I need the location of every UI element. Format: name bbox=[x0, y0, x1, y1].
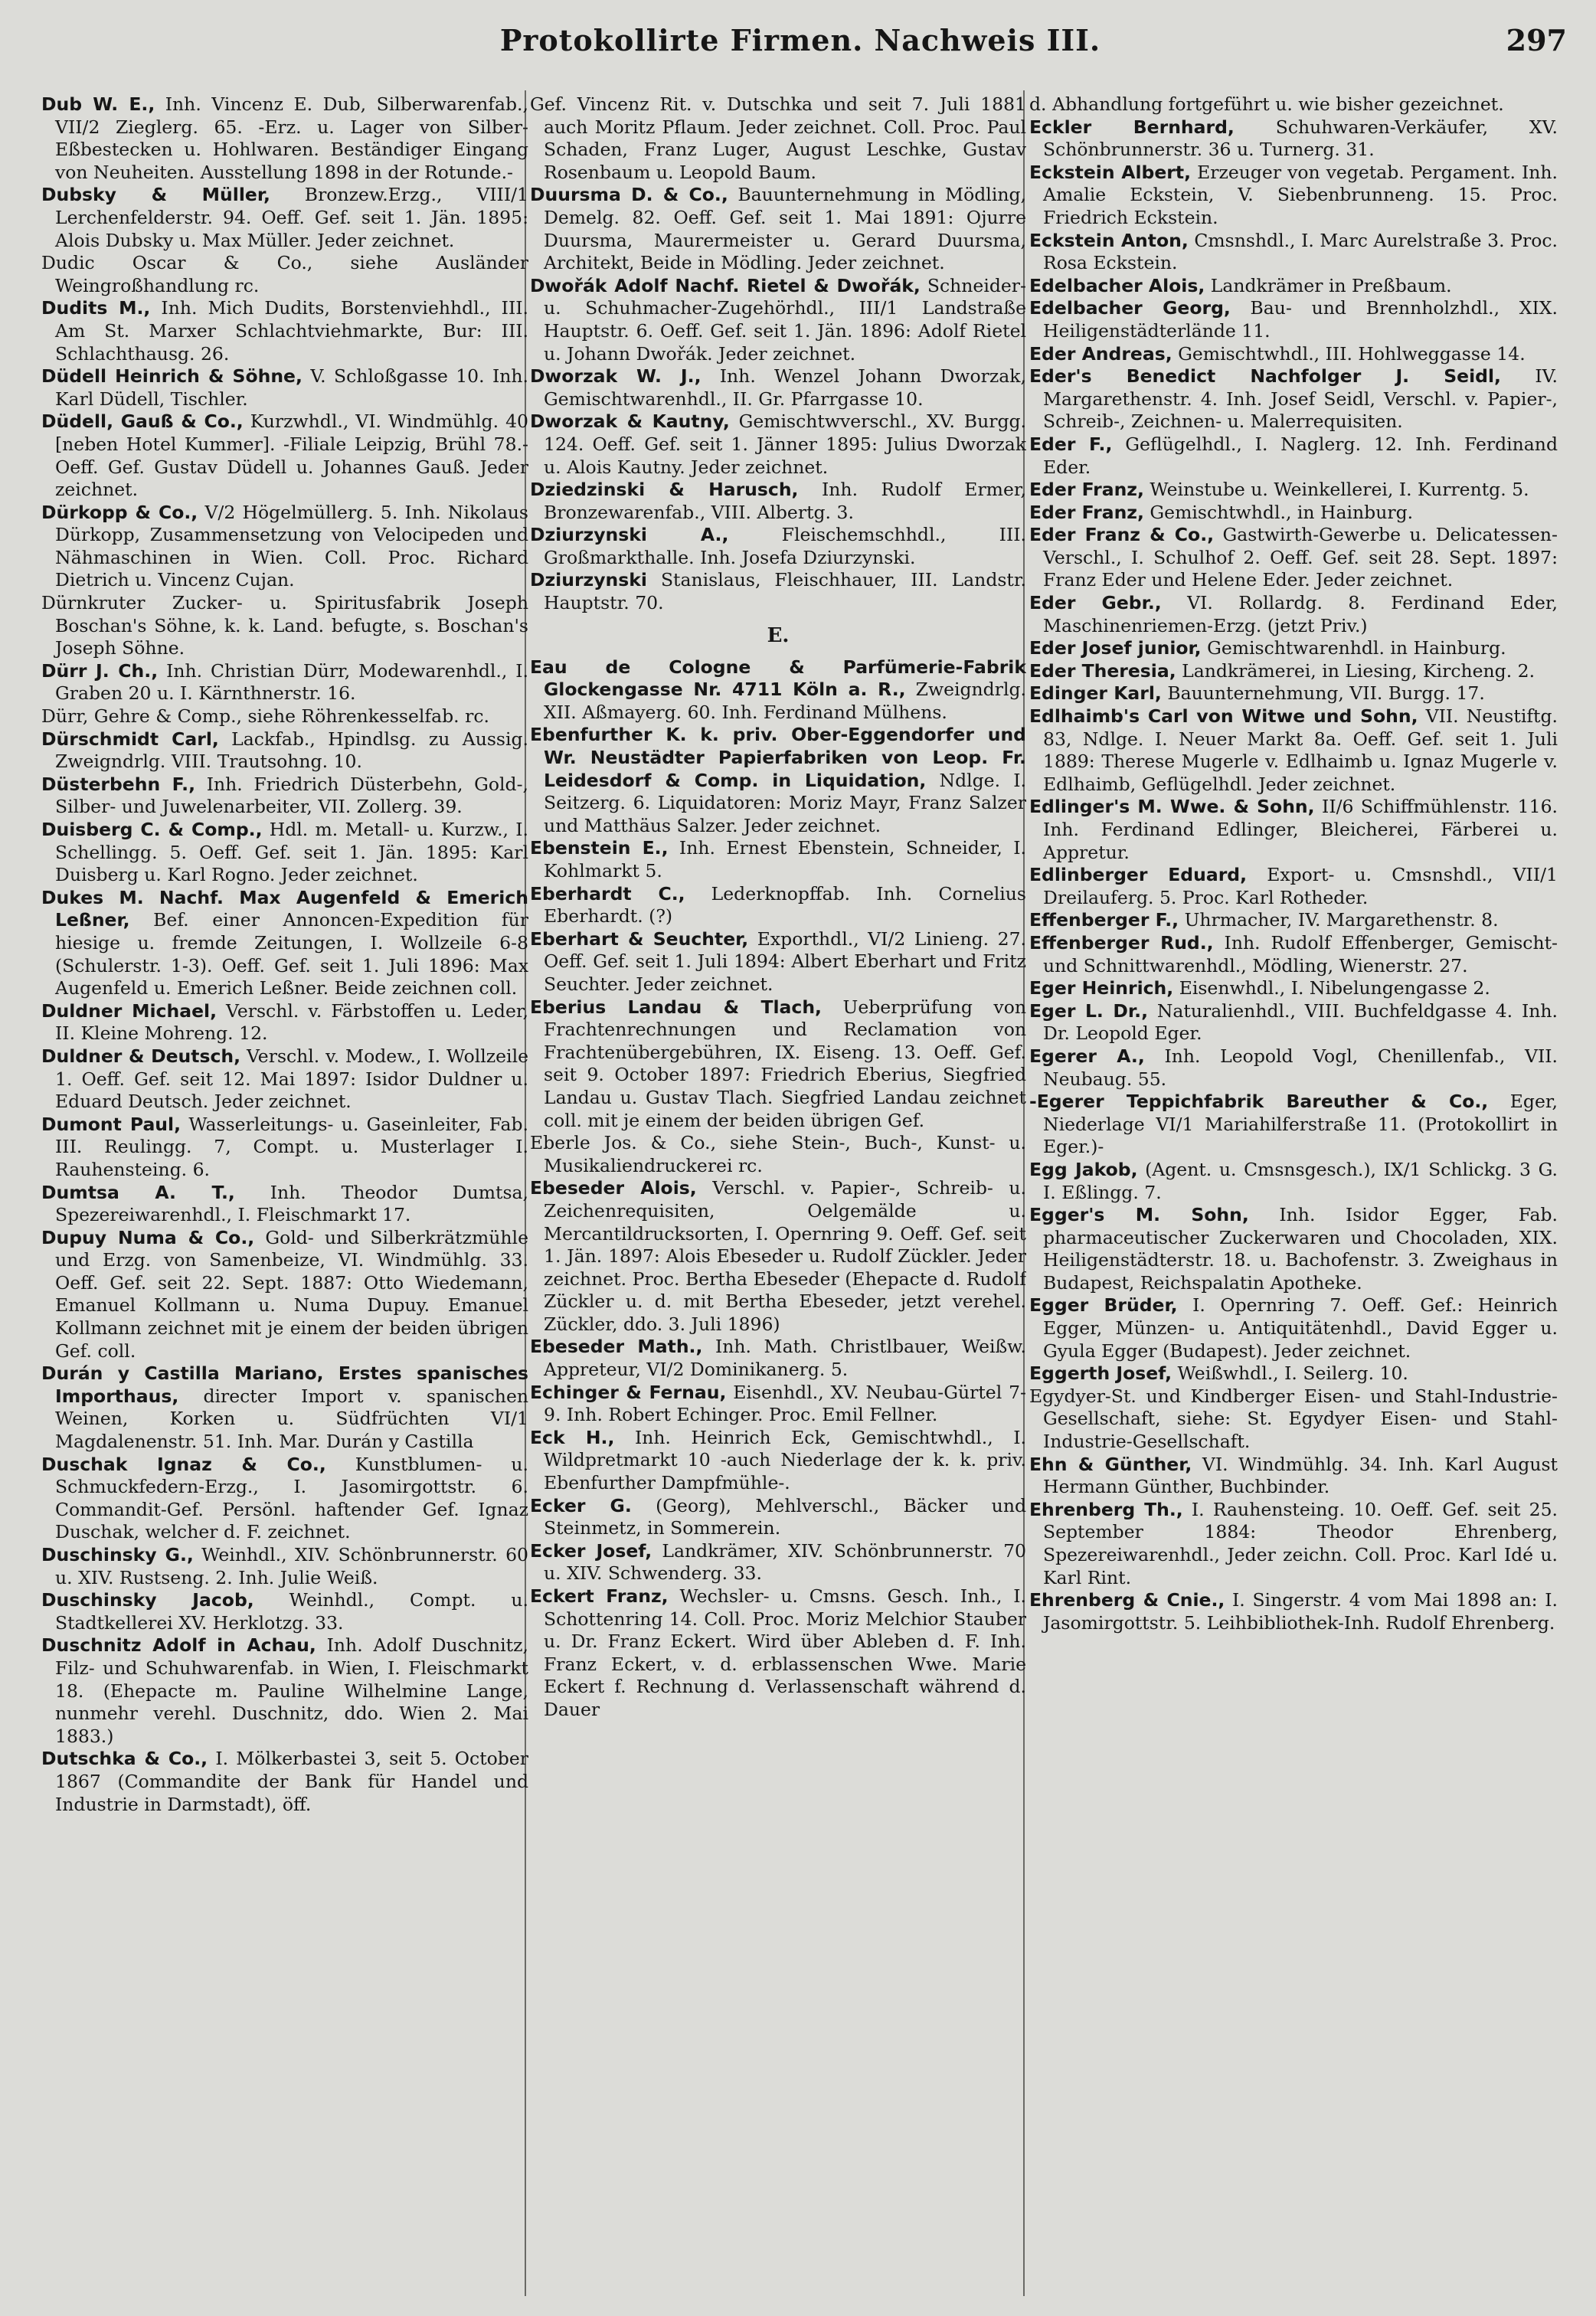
entry-text: Landkrämer, XIV. Schönbrunnerstr. 70 u. XIV. Schwenderg. 33. bbox=[544, 1539, 1026, 1585]
entry-text: Eberle Jos. & Co., siehe Stein-, Buch-, Kunst- u. Musikaliendruckerei rc. bbox=[530, 1132, 1026, 1176]
entry-text: IV. Margarethenstr. 4. Inh. Josef Seidl, Verschl. v. Papier-, Schreib-, Zeichnen- u. Malerrequisiten. bbox=[1043, 365, 1558, 433]
entry-text: Geflügelhdl., I. Naglerg. 12. Inh. Ferdinand Eder. bbox=[1043, 433, 1558, 478]
directory-entry bbox=[530, 1495, 1026, 1540]
directory-entry bbox=[1029, 682, 1558, 705]
firm-name: Dwořák Adolf Nachf. Rietel & Dwořák, bbox=[530, 274, 921, 296]
firm-name: Eder Gebr., bbox=[1029, 592, 1162, 614]
directory-entry bbox=[1029, 796, 1558, 864]
directory-entry bbox=[41, 660, 528, 705]
entry-text: V. Schloßgasse 10. Inh. Karl Düdell, Tischler. bbox=[55, 365, 528, 410]
entry-text: Schneider- u. Schuhmacher-Zugehörhdl., III/1 Landstraße Hauptstr. 6. Oeff. Gef. seit 1. Jän. 1896: Adolf Rietel u. Johann Dwořák. Jeder zeichnet. bbox=[544, 274, 1026, 365]
directory-entry bbox=[530, 411, 1026, 479]
firm-name: Eckstein Anton, bbox=[1029, 229, 1189, 251]
column-2 bbox=[530, 93, 1026, 2299]
firm-name: Eder Josef junior, bbox=[1029, 637, 1202, 659]
entry-text: Bronzew.Erzg., VIII/1 Lerchenfelderstr. 94. Oeff. Gef. seit 1. Jän. 1895: Alois Dubsky u. Max Müller. Jeder zeichnet. bbox=[55, 184, 528, 251]
firm-name: Dürschmidt Carl, bbox=[41, 728, 219, 750]
directory-entry bbox=[1029, 524, 1558, 592]
directory-entry bbox=[530, 996, 1026, 1133]
firm-name: Echinger & Fernau, bbox=[530, 1381, 727, 1403]
entry-text: V/2 Högelmüllerg. 5. Inh. Nikolaus Dürkopp, Zusammensetzung von Velocipeden und Nähmaschinen in Wien. Coll. Proc. Richard Dietrich u. Vincenz Cujan. bbox=[55, 501, 528, 591]
firm-name: Düdell Heinrich & Söhne, bbox=[41, 365, 303, 388]
entry-text: Inh. Wenzel Johann Dworzak, Gemischtwarenhdl., II. Gr. Pfarrgasse 10. bbox=[544, 365, 1026, 410]
entry-text: Inh. Mich Dudits, Borstenviehhdl., III. Am St. Marxer Schlachtviehmarkte, Bur: III. Schlachthausg. 26. bbox=[55, 297, 528, 365]
firm-name: Düsterbehn F., bbox=[41, 773, 196, 795]
firm-name: Eder F., bbox=[1029, 433, 1113, 455]
entry-text: Weinhdl., XIV. Schönbrunnerstr. 60 u. XIV. Rustseng. 2. Inh. Julie Weiß. bbox=[55, 1544, 528, 1588]
entry-text: Bef. einer Annoncen-Expedition für hiesige u. fremde Zeitungen, I. Wollzeile 6-8 (Schulerstr. 1-3). Oeff. Gef. seit 1. Juli 1896: Max Augenfeld u. Emerich Leßner. Beide zeichnen coll. bbox=[55, 909, 528, 999]
entry-text: Inh. Adolf Duschnitz, Filz- und Schuhwarenfab. in Wien, I. Fleischmarkt 18. (Ehepacte m. Pauline Wilhelmine Lange, nunmehr verehl. Duschnitz, ddo. Wien 2. Mai 1883.) bbox=[55, 1634, 528, 1747]
directory-entry bbox=[41, 705, 528, 728]
firm-name: Duldner & Deutsch, bbox=[41, 1045, 241, 1067]
firm-name: Eberhardt C., bbox=[530, 882, 685, 904]
entry-text: Hdl. m. Metall- u. Kurzw., I. Schellingg. 5. Oeff. Gef. seit 1. Jän. 1895: Karl Duisberg u. Karl Rogno. Jeder zeichnet. bbox=[55, 819, 528, 886]
directory-entry bbox=[41, 252, 528, 297]
entry-text: Lederknopffab. Inh. Cornelius Eberhardt. (?) bbox=[544, 882, 1026, 927]
directory-entry bbox=[530, 656, 1026, 725]
entry-text: Inh. Friedrich Düsterbehn, Gold-, Silber- und Juwelenarbeiter, VII. Zollerg. 39. bbox=[55, 773, 528, 818]
entry-text: (Agent. u. Cmsnsgesch.), IX/1 Schlickg. 3 G. I. Eßlingg. 7. bbox=[1043, 1158, 1558, 1203]
firm-name: Edlinberger Eduard, bbox=[1029, 864, 1248, 886]
directory-entry bbox=[1029, 93, 1558, 116]
firm-name: Ecker G. bbox=[530, 1494, 632, 1516]
firm-name: Edlhaimb's Carl von Witwe und Sohn, bbox=[1029, 705, 1418, 728]
firm-name: Duisberg C. & Comp., bbox=[41, 819, 263, 840]
firm-name: Dworzak & Kautny, bbox=[530, 411, 730, 433]
entry-text: Bauunternehmung in Mödling, Demelg. 82. Oeff. Gef. seit 1. Mai 1891: Ojurre Duursma, Maurermeister u. Gerard Duursma, Architekt, Beide in Mödling. Jeder zeichnet. bbox=[544, 184, 1026, 274]
directory-entry bbox=[41, 1454, 528, 1544]
directory-entry bbox=[1029, 864, 1558, 909]
firm-name: Duldner Michael, bbox=[41, 999, 217, 1022]
entry-text: Weißwhdl., I. Seilerg. 10. bbox=[1177, 1362, 1408, 1385]
entry-text: d. Abhandlung fortgeführt u. wie bisher gezeichnet. bbox=[1029, 93, 1504, 115]
running-head: Protokollirte Firmen. Nachweis III. bbox=[499, 23, 1101, 57]
directory-entry bbox=[530, 524, 1026, 569]
firm-name: Effenberger Rud., bbox=[1029, 931, 1214, 954]
firm-name: Ecker Josef, bbox=[530, 1539, 652, 1562]
entry-text: Ndlge. I. Seitzerg. 6. Liquidatoren: Moriz Mayr, Franz Salzer und Matthäus Salzer. Jeder zeichnet. bbox=[544, 769, 1026, 836]
entry-text: Gemischtwarenhdl. in Hainburg. bbox=[1207, 637, 1506, 659]
firm-name: Dumtsa A. T., bbox=[41, 1181, 235, 1203]
directory-entry bbox=[41, 1182, 528, 1227]
directory-entry bbox=[530, 1427, 1026, 1495]
firm-name: Duschinsky Jacob, bbox=[41, 1589, 254, 1611]
firm-name: Edelbacher Alois, bbox=[1029, 274, 1205, 296]
firm-name: Dutschka & Co., bbox=[41, 1748, 208, 1770]
firm-name: Dupuy Numa & Co., bbox=[41, 1226, 255, 1248]
firm-name: Eckstein Albert, bbox=[1029, 161, 1192, 183]
firm-name: Dworzak W. J., bbox=[530, 365, 702, 388]
firm-name: Egerer A., bbox=[1029, 1045, 1145, 1067]
firm-name: Eder Andreas, bbox=[1029, 342, 1172, 365]
entry-text: Dudic Oscar & Co., siehe Ausländer Weingroßhandlung rc. bbox=[41, 252, 528, 296]
firm-name: Düdell, Gauß & Co., bbox=[41, 411, 244, 433]
entry-text: Erzeuger von vegetab. Pergament. Inh. Amalie Eckstein, V. Siebenbrunneng. 15. Proc. Friedrich Eckstein. bbox=[1043, 161, 1558, 228]
firm-name: Egg Jakob, bbox=[1029, 1158, 1138, 1180]
entry-text: I. Rauhensteing. 10. Oeff. Gef. seit 25. September 1884: Theodor Ehrenberg, Spezereiwarenhdl., Jeder zeichn. Coll. Proc. Karl Idé u. Karl Rint. bbox=[1043, 1498, 1558, 1588]
entry-text: Gemischtwhdl., in Hainburg. bbox=[1150, 501, 1414, 523]
firm-name: Dub W. E., bbox=[41, 93, 155, 115]
entry-text: Inh. Isidor Egger, Fab. pharmaceutischer Zuckerwaren und Chocoladen, XIX. Heiligenstädterstr. 18. u. Bachofenstr. 3. Zweighaus in Budapest, Reichspalatin Apotheke. bbox=[1043, 1204, 1558, 1294]
entry-text: Verschl. v. Papier-, Schreib- u. Zeichenrequisiten, Oelgemälde u. Mercantildrucksorten, I. Opernring 9. Oeff. Gef. seit 1. Jän. 1897: Alois Ebeseder u. Rudolf Zückler. Jeder zeichnet. Proc. Bertha Ebeseder (Ehepacte d. Rudolf Zückler u. d. mit Bertha Ebeseder, jetzt verehel. Zückler, ddo. 3. Juli 1896) bbox=[544, 1177, 1026, 1335]
directory-entry bbox=[1029, 116, 1558, 162]
directory-entry bbox=[1029, 637, 1558, 660]
entry-text: Inh. Vincenz E. Dub, Silberwarenfab., VII/2 Zieglerg. 65. -Erz. u. Lager von Silber-Eßbestecken u. Hohlwaren. Beständiger Eingang von Neuheiten. Ausstellung 1898 in der Rotunde.- bbox=[55, 93, 528, 183]
entry-text: Inh. Heinrich Eck, Gemischtwhdl., I. Wildpretmarkt 10 -auch Niederlage der k. k. priv. Ebenfurther Dampfmühle-. bbox=[544, 1426, 1026, 1494]
entry-text: Ueberprüfung von Frachtenrechnungen und Reclamation von Frachtenübergebühren, IX. Eiseng. 13. Oeff. Gef. seit 9. October 1897: Friedrich Eberius, Siegfried Landau u. Gustav Tlach. Siegfried Landau zeichnet coll. mit je einem der beiden übrigen Gef. bbox=[544, 996, 1026, 1131]
directory-entry bbox=[530, 93, 1026, 184]
firm-name: Eder Franz & Co., bbox=[1029, 524, 1215, 546]
directory-entry bbox=[41, 93, 528, 184]
firm-name: Egger's M. Sohn, bbox=[1029, 1204, 1249, 1226]
entry-text: Bauunternehmung, VII. Burgg. 17. bbox=[1167, 682, 1485, 705]
entry-text: Wechsler- u. Cmsns. Gesch. Inh., I. Schottenring 14. Coll. Proc. Moriz Melchior Stauber u. Dr. Franz Eckert. Wird über Ableben d. F. Inh. Franz Eckert, v. d. erblassenschen Wwe. Marie Eckert f. Rechnung d. Verlassenschaft während d. Dauer bbox=[544, 1585, 1026, 1720]
entry-text: Gastwirth-Gewerbe u. Delicatessen-Verschl., I. Schulhof 2. Oeff. Gef. seit 28. Sept. 1897: Franz Eder und Helene Eder. Jeder zeichnet. bbox=[1043, 524, 1558, 591]
entry-text: Cmsnshdl., I. Marc Aurelstraße 3. Proc. Rosa Eckstein. bbox=[1043, 229, 1558, 274]
firm-name: Egger Brüder, bbox=[1029, 1294, 1178, 1317]
directory-entry bbox=[530, 1585, 1026, 1722]
firm-name: Eggerth Josef, bbox=[1029, 1362, 1172, 1385]
column-1 bbox=[41, 93, 528, 2299]
firm-name: Ebenfurther K. k. priv. Ober-Eggendorfer und Wr. Neustädter Papierfabriken von Leop. Fr. Leidesdorf & Comp. in Liquidation, bbox=[530, 724, 1026, 791]
directory-entry bbox=[41, 1227, 528, 1363]
firm-name: Eger Heinrich, bbox=[1029, 977, 1174, 999]
directory-entry bbox=[1029, 162, 1558, 230]
entry-text: Inh. Rudolf Effenberger, Gemischt- und Schnittwarenhdl., Mödling, Wienerstr. 27. bbox=[1043, 931, 1558, 976]
entry-text: Gef. Vincenz Rit. v. Dutschka und seit 7. Juli 1881 auch Moritz Pflaum. Jeder zeichnet. Coll. Proc. Paul Schaden, Franz Luger, August Leschke, Gustav Rosenbaum u. Leopold Baum. bbox=[530, 93, 1026, 183]
directory-entry bbox=[41, 1045, 528, 1114]
directory-entry bbox=[1029, 433, 1558, 479]
entry-text: Landkrämer in Preßbaum. bbox=[1210, 274, 1452, 296]
directory-entry bbox=[530, 883, 1026, 928]
directory-entry bbox=[530, 1177, 1026, 1336]
firm-name: Duschnitz Adolf in Achau, bbox=[41, 1634, 316, 1657]
directory-entry bbox=[1029, 1000, 1558, 1045]
directory-entry bbox=[1029, 1091, 1558, 1159]
entry-text: Weinstube u. Weinkellerei, I. Kurrentg. 5. bbox=[1150, 479, 1529, 501]
firm-name: Duschak Ignaz & Co., bbox=[41, 1453, 326, 1475]
entry-text: Inh. Math. Christlbauer, Weißw. Appreteur, VI/2 Dominikanerg. 5. bbox=[544, 1336, 1026, 1381]
directory-entry bbox=[41, 1114, 528, 1182]
directory-entry bbox=[530, 837, 1026, 882]
entry-text: Exporthdl., VI/2 Linieng. 27. Oeff. Gef. seit 1. Juli 1894: Albert Eberhart und Fritz Seuchter. Jeder zeichnet. bbox=[544, 927, 1026, 995]
directory-entry bbox=[41, 502, 528, 592]
directory-entry bbox=[1029, 1204, 1558, 1294]
directory-entry bbox=[1029, 1362, 1558, 1385]
directory-entry bbox=[41, 1589, 528, 1634]
firm-name: Dziurzynski bbox=[530, 569, 647, 591]
entry-text: Kunstblumen- u. Schmuckfedern-Erzg., I. Jasomirgottstr. 6. Commandit-Gef. Persönl. haftender Gef. Ignaz Duschak, welcher d. F. zeichnet. bbox=[55, 1453, 528, 1543]
entry-text: Weinhdl., Compt. u. Stadtkellerei XV. Herklotzg. 33. bbox=[55, 1589, 528, 1634]
firm-name: Dziedzinski & Harusch, bbox=[530, 479, 799, 501]
firm-name: Ehn & Günther, bbox=[1029, 1453, 1192, 1475]
entry-text: Schuhwaren-Verkäufer, XV. Schönbrunnerstr. 36 u. Turnerg. 31. bbox=[1043, 116, 1558, 161]
firm-name: Eckert Franz, bbox=[530, 1585, 669, 1607]
directory-entry bbox=[1029, 1385, 1558, 1454]
firm-name: Eder Theresia, bbox=[1029, 659, 1176, 682]
directory-entry bbox=[1029, 1294, 1558, 1362]
directory-entry bbox=[41, 819, 528, 887]
firm-name: Duschinsky G., bbox=[41, 1544, 194, 1565]
entry-text: Zweigndrlg. XII. Aßmayerg. 60. Inh. Ferdinand Mülhens. bbox=[544, 679, 1026, 723]
directory-entry bbox=[1029, 343, 1558, 366]
entry-text: Inh. Leopold Vogl, Chenillenfab., VII. Neubaug. 55. bbox=[1043, 1045, 1558, 1090]
entry-text: Eisenhdl., XV. Neubau-Gürtel 7-9. Inh. Robert Echinger. Proc. Emil Fellner. bbox=[544, 1381, 1026, 1426]
directory-entry bbox=[1029, 1045, 1558, 1091]
firm-name: Eger L. Dr., bbox=[1029, 999, 1148, 1022]
firm-name: Eberius Landau & Tlach, bbox=[530, 996, 822, 1018]
firm-name: Eckler Bernhard, bbox=[1029, 116, 1235, 138]
entry-text: Bau- und Brennholzhdl., XIX. Heiligenstädterlände 11. bbox=[1043, 297, 1558, 342]
section-letter: E. bbox=[767, 623, 790, 647]
directory-entry bbox=[530, 569, 1026, 614]
column-3 bbox=[1029, 93, 1558, 2299]
firm-name: -Egerer Teppichfabrik Bareuther & Co., bbox=[1029, 1091, 1489, 1113]
entry-text: VI. Rollardg. 8. Ferdinand Eder, Maschinenriemen-Erzg. (jetzt Priv.) bbox=[1043, 592, 1558, 636]
firm-name: Dziurzynski A., bbox=[530, 524, 729, 546]
directory-entry bbox=[1029, 297, 1558, 342]
directory-entry bbox=[530, 1540, 1026, 1585]
directory-entry bbox=[1029, 275, 1558, 298]
entry-text: Verschl. v. Modew., I. Wollzeile 1. Oeff. Gef. seit 12. Mai 1897: Isidor Duldner u. Eduard Deutsch. Jeder zeichnet. bbox=[55, 1045, 528, 1113]
entry-text: Egydyer-St. und Kindberger Eisen- und Stahl-Industrie-Gesellschaft, siehe: St. Egydyer Eisen- und Stahl-Industrie-Gesellschaft. bbox=[1029, 1385, 1558, 1453]
firm-name: Eck H., bbox=[530, 1426, 615, 1448]
directory-entry bbox=[530, 1382, 1026, 1427]
entry-text: II/6 Schiffmühlenstr. 116. Inh. Ferdinand Edlinger, Bleicherei, Färberei u. Appretur. bbox=[1043, 796, 1558, 863]
entry-text: Kurzwhdl., VI. Windmühlg. 40 [neben Hotel Kummer]. -Filiale Leipzig, Brühl 78.- Oeff. Gef. Gustav Düdell u. Johannes Gauß. Jeder zeichnet. bbox=[55, 411, 528, 501]
entry-text: I. Singerstr. 4 vom Mai 1898 an: I. Jasomirgottstr. 5. Leihbibliothek-Inh. Rudolf Ehrenberg. bbox=[1043, 1589, 1558, 1634]
directory-entry bbox=[1029, 1589, 1558, 1634]
entry-text: Lackfab., Hpindlsg. zu Aussig. Zweigndrlg. VIII. Trautsohng. 10. bbox=[55, 728, 528, 773]
firm-name: Ehrenberg & Cnie., bbox=[1029, 1589, 1225, 1611]
entry-text: Inh. Christian Dürr, Modewarenhdl., I. Graben 20 u. I. Kärnthnerstr. 16. bbox=[55, 659, 528, 705]
directory-entry bbox=[1029, 502, 1558, 525]
entry-text: Stanislaus, Fleischhauer, III. Landstr. Hauptstr. 70. bbox=[544, 569, 1026, 614]
directory-entry bbox=[530, 365, 1026, 411]
directory-entry bbox=[1029, 230, 1558, 275]
entry-text: Eger, Niederlage VI/1 Mariahilferstraße 11. (Protokollirt in Eger.)- bbox=[1043, 1091, 1558, 1158]
entry-text: Gold- und Silberkrätzmühle und Erzg. von Samenbeize, VI. Windmühlg. 33. Oeff. Gef. seit 22. Sept. 1887: Otto Wiedemann, Emanuel Kollmann u. Numa Dupuy. Emanuel Kollmann zeichnet mit je einem der beiden übrigen Gef. coll. bbox=[55, 1226, 528, 1362]
directory-entry bbox=[41, 1000, 528, 1045]
directory-entry bbox=[1029, 365, 1558, 433]
directory-entry bbox=[41, 297, 528, 365]
entry-text: VI. Windmühlg. 34. Inh. Karl August Hermann Günther, Buchbinder. bbox=[1043, 1453, 1558, 1498]
entry-text: Gemischtwhdl., III. Hohlweggasse 14. bbox=[1178, 342, 1526, 365]
firm-name: Eder's Benedict Nachfolger J. Seidl, bbox=[1029, 365, 1501, 388]
directory-entry bbox=[1029, 1454, 1558, 1499]
directory-entry bbox=[530, 275, 1026, 365]
directory-entry bbox=[1029, 479, 1558, 502]
firm-name: Edinger Karl, bbox=[1029, 682, 1162, 705]
entry-text: I. Mölkerbastei 3, seit 5. October 1867 (Commandite der Bank für Handel und Industrie in Darmstadt), öff. bbox=[55, 1748, 528, 1815]
firm-name: Dudits M., bbox=[41, 297, 151, 319]
directory-entry bbox=[1029, 660, 1558, 683]
directory-entry bbox=[41, 365, 528, 411]
entry-text: Dürnkruter Zucker- u. Spiritusfabrik Joseph Boschan's Söhne, k. k. Land. befugte, s. Boschan's Joseph Söhne. bbox=[41, 592, 528, 659]
directory-entry bbox=[1029, 932, 1558, 977]
entry-text: directer Import v. spanischen Weinen, Korken u. Südfrüchten VI/1 Magdalenenstr. 51. Inh. Mar. Durán y Castilla bbox=[55, 1385, 528, 1453]
directory-entry bbox=[41, 774, 528, 819]
firm-name: Dubsky & Müller, bbox=[41, 184, 270, 206]
firm-name: Eau de Cologne & Parfümerie-Fabrik Glockengasse Nr. 4711 Köln a. R., bbox=[530, 656, 1026, 701]
firm-name: Ebeseder Alois, bbox=[530, 1177, 697, 1199]
firm-name: Dürkopp & Co., bbox=[41, 501, 198, 523]
directory-entry bbox=[530, 184, 1026, 274]
directory-entry bbox=[41, 184, 528, 252]
entry-text: VII. Neustiftg. 83, Ndlge. I. Neuer Markt 8a. Oeff. Gef. seit 1. Juli 1889: Therese Mugerle v. Edlhaimb u. Ignaz Mugerle v. Edlhaimb, Geflügelhdl. Jeder zeichnet. bbox=[1043, 705, 1558, 795]
entry-text: Inh. Rudolf Ermer, Bronzewarenfab., VIII. Albertg. 3. bbox=[544, 479, 1026, 523]
directory-entry bbox=[41, 411, 528, 501]
directory-entry bbox=[1029, 909, 1558, 932]
directory-entry bbox=[1029, 1499, 1558, 1589]
directory-entry bbox=[530, 1132, 1026, 1177]
firm-name: Ebenstein E., bbox=[530, 837, 669, 859]
entry-text: Export- u. Cmsnshdl., VII/1 Dreilauferg. 5. Proc. Karl Rotheder. bbox=[1043, 864, 1558, 908]
firm-name: Dumont Paul, bbox=[41, 1113, 182, 1135]
directory-entry bbox=[41, 592, 528, 660]
entry-text: Verschl. v. Färbstoffen u. Leder, II. Kleine Mohreng. 12. bbox=[55, 999, 528, 1045]
firm-name: Ebeseder Math., bbox=[530, 1336, 703, 1358]
directory-entry bbox=[530, 724, 1026, 837]
entry-text: Gemischtwverschl., XV. Burgg. 124. Oeff. Gef. seit 1. Jänner 1895: Julius Dworzak u. Alois Kautny. Jeder zeichnet. bbox=[544, 411, 1026, 478]
directory-entry bbox=[41, 1748, 528, 1816]
entry-text: Dürr, Gehre & Comp., siehe Röhrenkesselfab. rc. bbox=[41, 705, 489, 728]
directory-entry bbox=[41, 887, 528, 1000]
entry-text: Naturalienhdl., VIII. Buchfeldgasse 4. Inh. Dr. Leopold Eger. bbox=[1043, 999, 1558, 1045]
directory-entry bbox=[1029, 592, 1558, 637]
directory-entry bbox=[530, 479, 1026, 524]
entry-text: I. Opernring 7. Oeff. Gef.: Heinrich Egger, Münzen- u. Antiquitätenhdl., David Egger u. Gyula Egger (Budapest). Jeder zeichnet. bbox=[1043, 1294, 1558, 1362]
entry-text: Wasserleitungs- u. Gaseinleiter, Fab. III. Reulingg. 7, Compt. u. Musterlager I. Rauhensteing. 6. bbox=[55, 1113, 528, 1180]
firm-name: Edlinger's M. Wwe. & Sohn, bbox=[1029, 796, 1315, 818]
entry-text: Uhrmacher, IV. Margarethenstr. 8. bbox=[1184, 909, 1499, 931]
firm-name: Eberhart & Seuchter, bbox=[530, 927, 749, 950]
directory-entry bbox=[41, 1362, 528, 1453]
directory-entry bbox=[1029, 1159, 1558, 1204]
firm-name: Ehrenberg Th., bbox=[1029, 1498, 1183, 1520]
firm-name: Eder Franz, bbox=[1029, 479, 1144, 501]
directory-entry bbox=[530, 1336, 1026, 1381]
entry-text: Fleischemschhdl., III. Großmarkthalle. Inh. Josefa Dziurzynski. bbox=[544, 524, 1026, 568]
directory-entry bbox=[1029, 705, 1558, 796]
page-number: 297 bbox=[1506, 23, 1567, 57]
firm-name: Duursma D. & Co., bbox=[530, 184, 728, 206]
firm-name: Edelbacher Georg, bbox=[1029, 297, 1231, 319]
firm-name: Effenberger F., bbox=[1029, 909, 1179, 931]
directory-entry bbox=[530, 928, 1026, 996]
entry-text: Eisenwhdl., I. Nibelungengasse 2. bbox=[1179, 977, 1490, 999]
firm-name: Dürr J. Ch., bbox=[41, 659, 159, 682]
firm-name: Durán y Castilla Mariano, Erstes spanisches Importhaus, bbox=[41, 1362, 528, 1407]
firm-name: Dukes M. Nachf. Max Augenfeld & Emerich Leßner, bbox=[41, 886, 528, 931]
directory-entry bbox=[41, 1544, 528, 1589]
directory-entry bbox=[1029, 977, 1558, 1000]
entry-text: Inh. Theodor Dumtsa, Spezereiwarenhdl., I. Fleischmarkt 17. bbox=[55, 1181, 528, 1226]
entry-text: Landkrämerei, in Liesing, Kircheng. 2. bbox=[1182, 659, 1535, 682]
directory-entry bbox=[41, 1634, 528, 1748]
entry-text: (Georg), Mehlverschl., Bäcker und Steinmetz, in Sommerein. bbox=[544, 1494, 1026, 1539]
directory-entry bbox=[41, 728, 528, 774]
page-header bbox=[31, 20, 1570, 66]
firm-name: Eder Franz, bbox=[1029, 501, 1144, 523]
entry-text: Inh. Ernest Ebenstein, Schneider, I. Kohlmarkt 5. bbox=[544, 837, 1026, 882]
